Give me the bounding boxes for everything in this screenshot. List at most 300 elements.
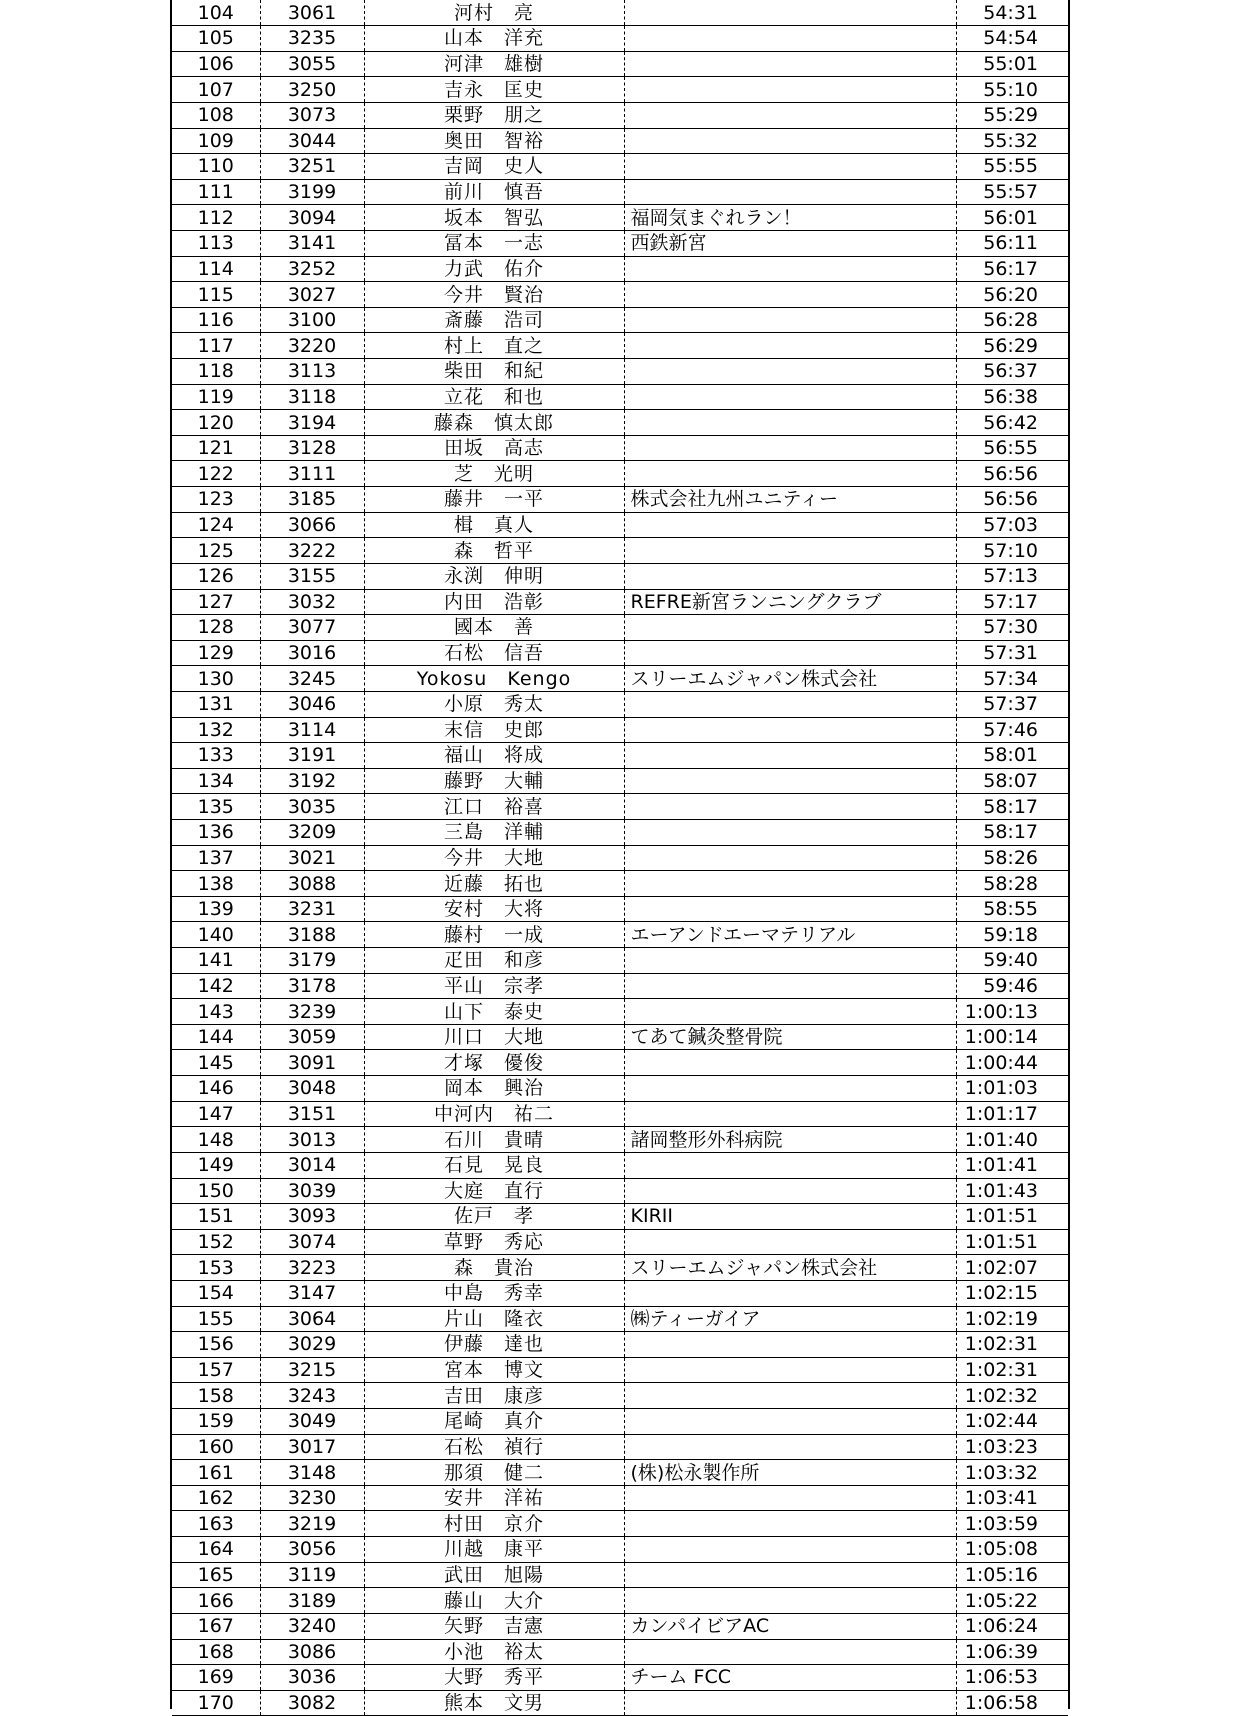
table-row (172, 1332, 1068, 1358)
team-cell: (株)松永製作所 (624, 1460, 956, 1486)
name-cell: 坂本 智弘 (364, 205, 624, 231)
team-cell: エーアンドエーマテリアル (624, 922, 956, 948)
rank-cell: 110 (172, 154, 260, 180)
table-row (172, 871, 1068, 897)
table-row (172, 307, 1068, 333)
bib-cell: 3119 (260, 1562, 364, 1588)
rank-cell: 153 (172, 1255, 260, 1281)
team-cell (624, 1178, 956, 1204)
rank-cell: 148 (172, 1127, 260, 1153)
time-cell: 57:10 (956, 538, 1068, 564)
table-row (172, 589, 1068, 615)
team-cell: カンパイビアAC (624, 1613, 956, 1639)
name-cell: 國本 善 (364, 615, 624, 641)
table-row (172, 77, 1068, 103)
rank-cell: 137 (172, 845, 260, 871)
name-cell: 石松 信吾 (364, 640, 624, 666)
rank-cell: 111 (172, 179, 260, 205)
team-cell (624, 435, 956, 461)
team-cell (624, 1152, 956, 1178)
rank-cell: 126 (172, 563, 260, 589)
rank-cell: 163 (172, 1511, 260, 1537)
team-cell (624, 1690, 956, 1716)
team-cell: KIRII (624, 1204, 956, 1230)
bib-cell: 3185 (260, 487, 364, 513)
name-cell: 末信 史郎 (364, 717, 624, 743)
table-row (172, 1178, 1068, 1204)
rank-cell: 105 (172, 26, 260, 52)
team-cell (624, 1562, 956, 1588)
table-row (172, 1076, 1068, 1102)
team-cell: REFRE新宮ランニングクラブ (624, 589, 956, 615)
name-cell: 那須 健二 (364, 1460, 624, 1486)
rank-cell: 140 (172, 922, 260, 948)
time-cell: 1:02:31 (956, 1332, 1068, 1358)
bib-cell: 3056 (260, 1537, 364, 1563)
bib-cell: 3155 (260, 563, 364, 589)
rank-cell: 166 (172, 1588, 260, 1614)
time-cell: 1:01:41 (956, 1152, 1068, 1178)
table-row (172, 1357, 1068, 1383)
rank-cell: 154 (172, 1280, 260, 1306)
bib-cell: 3077 (260, 615, 364, 641)
rank-cell: 127 (172, 589, 260, 615)
team-cell (624, 0, 956, 26)
bib-cell: 3188 (260, 922, 364, 948)
table-row (172, 1255, 1068, 1281)
time-cell: 56:20 (956, 282, 1068, 308)
rank-cell: 115 (172, 282, 260, 308)
bib-cell: 3074 (260, 1229, 364, 1255)
bib-cell: 3088 (260, 871, 364, 897)
bib-cell: 3192 (260, 768, 364, 794)
bib-cell: 3021 (260, 845, 364, 871)
bib-cell: 3251 (260, 154, 364, 180)
bib-cell: 3016 (260, 640, 364, 666)
bib-cell: 3094 (260, 205, 364, 231)
table-row (172, 461, 1068, 487)
team-cell (624, 1229, 956, 1255)
time-cell: 55:32 (956, 128, 1068, 154)
bib-cell: 3036 (260, 1665, 364, 1691)
bib-cell: 3114 (260, 717, 364, 743)
name-cell: 安村 大将 (364, 896, 624, 922)
time-cell: 1:06:39 (956, 1639, 1068, 1665)
name-cell: 才塚 優俊 (364, 1050, 624, 1076)
table-row (172, 615, 1068, 641)
time-cell: 1:05:16 (956, 1562, 1068, 1588)
table-row (172, 717, 1068, 743)
time-cell: 58:28 (956, 871, 1068, 897)
name-cell: 河村 亮 (364, 0, 624, 26)
team-cell (624, 512, 956, 538)
name-cell: 村上 直之 (364, 333, 624, 359)
table-row (172, 1665, 1068, 1691)
table-row (172, 1511, 1068, 1537)
team-cell (624, 948, 956, 974)
name-cell: 山本 洋充 (364, 26, 624, 52)
team-cell (624, 768, 956, 794)
bib-cell: 3141 (260, 230, 364, 256)
name-cell: 立花 和也 (364, 384, 624, 410)
time-cell: 1:06:24 (956, 1613, 1068, 1639)
name-cell: 今井 賢治 (364, 282, 624, 308)
team-cell (624, 1434, 956, 1460)
team-cell (624, 282, 956, 308)
time-cell: 54:54 (956, 26, 1068, 52)
name-cell: 吉田 康彦 (364, 1383, 624, 1409)
name-cell: 福山 将成 (364, 743, 624, 769)
table-row (172, 1690, 1068, 1716)
rank-cell: 136 (172, 820, 260, 846)
team-cell (624, 179, 956, 205)
time-cell: 1:02:31 (956, 1357, 1068, 1383)
rank-cell: 165 (172, 1562, 260, 1588)
bib-cell: 3029 (260, 1332, 364, 1358)
bib-cell: 3044 (260, 128, 364, 154)
name-cell: 吉永 匡史 (364, 77, 624, 103)
bib-cell: 3222 (260, 538, 364, 564)
table-row (172, 1409, 1068, 1435)
table-row (172, 999, 1068, 1025)
table-row (172, 333, 1068, 359)
rank-cell: 152 (172, 1229, 260, 1255)
time-cell: 55:55 (956, 154, 1068, 180)
time-cell: 57:34 (956, 666, 1068, 692)
rank-cell: 160 (172, 1434, 260, 1460)
rank-cell: 117 (172, 333, 260, 359)
time-cell: 1:02:15 (956, 1280, 1068, 1306)
rank-cell: 130 (172, 666, 260, 692)
bib-cell: 3191 (260, 743, 364, 769)
rank-cell: 133 (172, 743, 260, 769)
table-row (172, 1460, 1068, 1486)
time-cell: 58:26 (956, 845, 1068, 871)
team-cell (624, 1485, 956, 1511)
bib-cell: 3046 (260, 691, 364, 717)
name-cell: 佐戸 孝 (364, 1204, 624, 1230)
rank-cell: 168 (172, 1639, 260, 1665)
rank-cell: 123 (172, 487, 260, 513)
rank-cell: 161 (172, 1460, 260, 1486)
table-row (172, 1127, 1068, 1153)
table-row (172, 512, 1068, 538)
bib-cell: 3239 (260, 999, 364, 1025)
rank-cell: 146 (172, 1076, 260, 1102)
bib-cell: 3032 (260, 589, 364, 615)
bib-cell: 3231 (260, 896, 364, 922)
team-cell (624, 154, 956, 180)
time-cell: 1:01:51 (956, 1229, 1068, 1255)
team-cell (624, 1076, 956, 1102)
bib-cell: 3061 (260, 0, 364, 26)
team-cell (624, 461, 956, 487)
rank-cell: 107 (172, 77, 260, 103)
rank-cell: 139 (172, 896, 260, 922)
team-cell (624, 615, 956, 641)
team-cell (624, 1588, 956, 1614)
time-cell: 57:30 (956, 615, 1068, 641)
bib-cell: 3059 (260, 1024, 364, 1050)
table-row (172, 1229, 1068, 1255)
bib-cell: 3082 (260, 1690, 364, 1716)
table-row (172, 1485, 1068, 1511)
rank-cell: 159 (172, 1409, 260, 1435)
time-cell: 57:13 (956, 563, 1068, 589)
name-cell: 武田 旭陽 (364, 1562, 624, 1588)
rank-cell: 120 (172, 410, 260, 436)
team-cell (624, 896, 956, 922)
name-cell: 中河内 祐二 (364, 1101, 624, 1127)
bib-cell: 3128 (260, 435, 364, 461)
table-row (172, 1434, 1068, 1460)
bib-cell: 3111 (260, 461, 364, 487)
bib-cell: 3118 (260, 384, 364, 410)
time-cell: 56:01 (956, 205, 1068, 231)
table-row (172, 282, 1068, 308)
team-cell (624, 794, 956, 820)
time-cell: 59:18 (956, 922, 1068, 948)
table-row (172, 384, 1068, 410)
name-cell: 前川 慎吾 (364, 179, 624, 205)
team-cell (624, 973, 956, 999)
team-cell (624, 563, 956, 589)
team-cell (624, 820, 956, 846)
bib-cell: 3178 (260, 973, 364, 999)
rank-cell: 129 (172, 640, 260, 666)
time-cell: 56:38 (956, 384, 1068, 410)
table-row (172, 410, 1068, 436)
bib-cell: 3215 (260, 1357, 364, 1383)
bib-cell: 3113 (260, 359, 364, 385)
rank-cell: 141 (172, 948, 260, 974)
table-row (172, 128, 1068, 154)
table-row (172, 154, 1068, 180)
name-cell: 片山 隆衣 (364, 1306, 624, 1332)
name-cell: 力武 佑介 (364, 256, 624, 282)
rank-cell: 135 (172, 794, 260, 820)
team-cell (624, 128, 956, 154)
team-cell (624, 1332, 956, 1358)
bib-cell: 3091 (260, 1050, 364, 1076)
time-cell: 1:01:51 (956, 1204, 1068, 1230)
time-cell: 59:46 (956, 973, 1068, 999)
rank-cell: 118 (172, 359, 260, 385)
bib-cell: 3240 (260, 1613, 364, 1639)
name-cell: 疋田 和彦 (364, 948, 624, 974)
table-row (172, 640, 1068, 666)
time-cell: 1:02:07 (956, 1255, 1068, 1281)
time-cell: 1:02:44 (956, 1409, 1068, 1435)
table-row (172, 1639, 1068, 1665)
bib-cell: 3055 (260, 51, 364, 77)
rank-cell: 122 (172, 461, 260, 487)
time-cell: 1:02:19 (956, 1306, 1068, 1332)
rank-cell: 164 (172, 1537, 260, 1563)
team-cell: てあて鍼灸整骨院 (624, 1024, 956, 1050)
team-cell (624, 999, 956, 1025)
name-cell: 草野 秀応 (364, 1229, 624, 1255)
team-cell: ㈱ティーガイア (624, 1306, 956, 1332)
team-cell: 福岡気まぐれラン！ (624, 205, 956, 231)
team-cell (624, 410, 956, 436)
name-cell: 山下 泰史 (364, 999, 624, 1025)
team-cell (624, 1280, 956, 1306)
name-cell: 平山 宗孝 (364, 973, 624, 999)
time-cell: 56:56 (956, 487, 1068, 513)
rank-cell: 131 (172, 691, 260, 717)
rank-cell: 157 (172, 1357, 260, 1383)
bib-cell: 3148 (260, 1460, 364, 1486)
team-cell: 諸岡整形外科病院 (624, 1127, 956, 1153)
time-cell: 56:17 (956, 256, 1068, 282)
time-cell: 1:01:03 (956, 1076, 1068, 1102)
name-cell: 石見 晃良 (364, 1152, 624, 1178)
table-row (172, 1562, 1068, 1588)
rank-cell: 150 (172, 1178, 260, 1204)
bib-cell: 3073 (260, 102, 364, 128)
bib-cell: 3194 (260, 410, 364, 436)
team-cell (624, 717, 956, 743)
team-cell (624, 384, 956, 410)
rank-cell: 113 (172, 230, 260, 256)
table-row (172, 256, 1068, 282)
results-body (172, 0, 1068, 1716)
time-cell: 1:03:59 (956, 1511, 1068, 1537)
table-row (172, 1280, 1068, 1306)
name-cell: 川越 康平 (364, 1537, 624, 1563)
rank-cell: 124 (172, 512, 260, 538)
rank-cell: 132 (172, 717, 260, 743)
name-cell: Yokosu Kengo (364, 666, 624, 692)
time-cell: 56:29 (956, 333, 1068, 359)
table-row (172, 435, 1068, 461)
name-cell: 三島 洋輔 (364, 820, 624, 846)
time-cell: 58:17 (956, 820, 1068, 846)
time-cell: 58:01 (956, 743, 1068, 769)
rank-cell: 104 (172, 0, 260, 26)
name-cell: 内田 浩彰 (364, 589, 624, 615)
team-cell (624, 743, 956, 769)
time-cell: 57:31 (956, 640, 1068, 666)
name-cell: 村田 京介 (364, 1511, 624, 1537)
table-row (172, 1537, 1068, 1563)
name-cell: 河津 雄樹 (364, 51, 624, 77)
time-cell: 1:01:40 (956, 1127, 1068, 1153)
bib-cell: 3252 (260, 256, 364, 282)
rank-cell: 142 (172, 973, 260, 999)
bib-cell: 3220 (260, 333, 364, 359)
bib-cell: 3199 (260, 179, 364, 205)
bib-cell: 3093 (260, 1204, 364, 1230)
team-cell (624, 1383, 956, 1409)
table-row (172, 179, 1068, 205)
table-row (172, 230, 1068, 256)
name-cell: 大野 秀平 (364, 1665, 624, 1691)
table-row (172, 666, 1068, 692)
rank-cell: 170 (172, 1690, 260, 1716)
name-cell: 永渕 伸明 (364, 563, 624, 589)
name-cell: 宮本 博文 (364, 1357, 624, 1383)
time-cell: 58:55 (956, 896, 1068, 922)
name-cell: 楫 真人 (364, 512, 624, 538)
name-cell: 藤井 一平 (364, 487, 624, 513)
bib-cell: 3039 (260, 1178, 364, 1204)
time-cell: 56:56 (956, 461, 1068, 487)
name-cell: 藤森 慎太郎 (364, 410, 624, 436)
name-cell: 中島 秀幸 (364, 1280, 624, 1306)
team-cell (624, 1537, 956, 1563)
name-cell: 芝 光明 (364, 461, 624, 487)
table-row (172, 1050, 1068, 1076)
bib-cell: 3035 (260, 794, 364, 820)
time-cell: 1:03:23 (956, 1434, 1068, 1460)
time-cell: 1:01:17 (956, 1101, 1068, 1127)
table-row (172, 102, 1068, 128)
table-row (172, 1101, 1068, 1127)
bib-cell: 3049 (260, 1409, 364, 1435)
name-cell: 田坂 高志 (364, 435, 624, 461)
table-row (172, 0, 1068, 26)
time-cell: 58:07 (956, 768, 1068, 794)
time-cell: 57:46 (956, 717, 1068, 743)
name-cell: 斎藤 浩司 (364, 307, 624, 333)
table-row (172, 205, 1068, 231)
bib-cell: 3147 (260, 1280, 364, 1306)
table-row (172, 973, 1068, 999)
table-row (172, 896, 1068, 922)
team-cell (624, 1050, 956, 1076)
bib-cell: 3066 (260, 512, 364, 538)
name-cell: 尾崎 真介 (364, 1409, 624, 1435)
team-cell (624, 1409, 956, 1435)
time-cell: 56:55 (956, 435, 1068, 461)
team-cell: スリーエムジャパン株式会社 (624, 1255, 956, 1281)
bib-cell: 3017 (260, 1434, 364, 1460)
time-cell: 56:11 (956, 230, 1068, 256)
team-cell (624, 51, 956, 77)
team-cell (624, 691, 956, 717)
bib-cell: 3245 (260, 666, 364, 692)
results-sheet (170, 0, 1070, 1715)
time-cell: 57:03 (956, 512, 1068, 538)
team-cell: 西鉄新宮 (624, 230, 956, 256)
team-cell (624, 307, 956, 333)
time-cell: 54:31 (956, 0, 1068, 26)
table-row (172, 691, 1068, 717)
table-row (172, 1204, 1068, 1230)
team-cell (624, 871, 956, 897)
table-row (172, 845, 1068, 871)
name-cell: 伊藤 達也 (364, 1332, 624, 1358)
rank-cell: 114 (172, 256, 260, 282)
team-cell (624, 1101, 956, 1127)
rank-cell: 128 (172, 615, 260, 641)
bib-cell: 3064 (260, 1306, 364, 1332)
time-cell: 55:57 (956, 179, 1068, 205)
rank-cell: 144 (172, 1024, 260, 1050)
name-cell: 矢野 吉憲 (364, 1613, 624, 1639)
table-row (172, 820, 1068, 846)
time-cell: 1:01:43 (956, 1178, 1068, 1204)
name-cell: 石松 禎行 (364, 1434, 624, 1460)
rank-cell: 119 (172, 384, 260, 410)
table-row (172, 487, 1068, 513)
name-cell: 藤村 一成 (364, 922, 624, 948)
time-cell: 56:42 (956, 410, 1068, 436)
time-cell: 1:00:14 (956, 1024, 1068, 1050)
table-row (172, 1383, 1068, 1409)
